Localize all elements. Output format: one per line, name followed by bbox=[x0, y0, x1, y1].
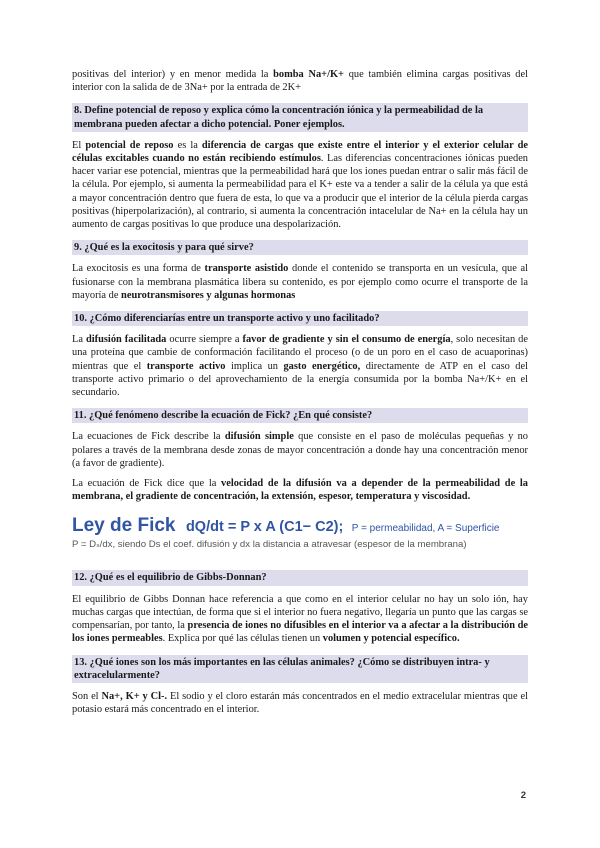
question-13-heading: 13. ¿Qué iones son los más importantes en las células animales? ¿Cómo se distribuyen intra- y extracelularmente? bbox=[72, 655, 528, 683]
answer-10-paragraph: La difusión facilitada ocurre siempre a favor de gradiente y sin el consumo de energía, solo necesitan de una proteína que cambie de conformación facilitando el proceso (o de un poro en el caso de acuaporinas) mientras que el transporte activo implica un gasto energético, directamente de ATP en el caso del transporte activo primario o del aprovechamiento de la energía consumida por la bomba Na+/K+ en el secundario. bbox=[72, 334, 529, 399]
formula-equation: dQ/dt = P x A (C1− C2); bbox=[185, 519, 344, 536]
answer-13-paragraph: Son el Na+, K+ y Cl-. El sodio y el cloro estarán más concentrados en el medio extracelular mientras que el potasio estará más concentrado en el interior. bbox=[72, 690, 528, 716]
question-9-heading: 9. ¿Qué es la exocitosis y para qué sirve? bbox=[72, 240, 528, 255]
answer-8-paragraph: El potencial de reposo es la diferencia de cargas que existe entre el interior y el exterior celular de células excitables cuando no están recibiendo estímulos. Las diferencias concentraciones iónicas pueden hacer variar ese potencial, mientras que la permeabilidad hará que los iones puedan entrar o salir más fácil de la célula. Por ejemplo, si aumenta la permeabilidad para el K+ este va a tender a salir de la célula ya que está a mayor concentración dentro que fuera de esta, lo que va a producir que el interior de la célula pierda cargas positivas (hiperpolarización), al contrario, si aumenta la concentración intacelular de Na+ en la célula hay un aumento de cargas positivas lo que produce una despolarización. bbox=[72, 139, 528, 231]
formula-legend: P = permeabilidad, A = Superficie bbox=[351, 523, 500, 535]
question-8-heading: 8. Define potencial de reposo y explica cómo la concentración iónica y la permeabilidad de la membrana pueden afectar a dicho potencial. Poner ejemplos. bbox=[72, 103, 528, 131]
paragraph-continuation: positivas del interior) y en menor medida la bomba Na+/K+ que también elimina cargas positivas del interior con la salida de de 3Na+ por la entrada de 2K+ bbox=[72, 69, 528, 94]
fick-formula-figure bbox=[72, 515, 528, 550]
question-11-heading: 11. ¿Qué fenómeno describe la ecuación de Fick? ¿En qué consiste? bbox=[72, 408, 528, 423]
answer-11-paragraph-1: La ecuaciones de Fick describe la difusión simple que consiste en el paso de moléculas pequeñas y no polares a través de la membrana desde zonas de mayor concentración a donde hay una concentración menor (a favor de gradiente). bbox=[72, 431, 528, 469]
question-12-heading: 12. ¿Qué es el equilibrio de Gibbs-Donnan? bbox=[72, 570, 528, 585]
formula-title: Ley de Fick bbox=[72, 515, 176, 537]
document-page bbox=[72, 68, 528, 716]
answer-11-paragraph-2: La ecuación de Fick dice que la velocidad de la difusión va a depender de la permeabilidad de la membrana, el gradiente de concentración, la extensión, espesor, temperatura y viscosidad. bbox=[72, 478, 529, 503]
answer-9-paragraph: La exocitosis es una forma de transporte asistido donde el contenido se transporta en un vesícula, que al fusionarse con la membrana plasmática libera su contenido, es por ejemplo como ocurre el transporte de la mayoría de neurotransmisores y algunas hormonas bbox=[72, 263, 528, 301]
answer-12-paragraph: El equilibrio de Gibbs Donnan hace referencia a que como en el interior celular no hay un solo ión, hay muchas cargas que intectúan, de forma que si el interior no fuera negativo, llegaría un punto que las cargas se compensarían, por tanto, la presencia de iones no difusibles en el interior va a afectar a la distribución de los iones permeables. Explica por qué las células tienen un volumen y potencial específico. bbox=[72, 593, 528, 645]
page-number: 2 bbox=[520, 790, 526, 801]
formula-definition: P = Dₛ/dx, siendo Ds el coef. difusión y dx la distancia a atravesar (espesor de la membrana) bbox=[72, 539, 467, 551]
question-10-heading: 10. ¿Cómo diferenciarías entre un transporte activo y uno facilitado? bbox=[72, 311, 528, 326]
